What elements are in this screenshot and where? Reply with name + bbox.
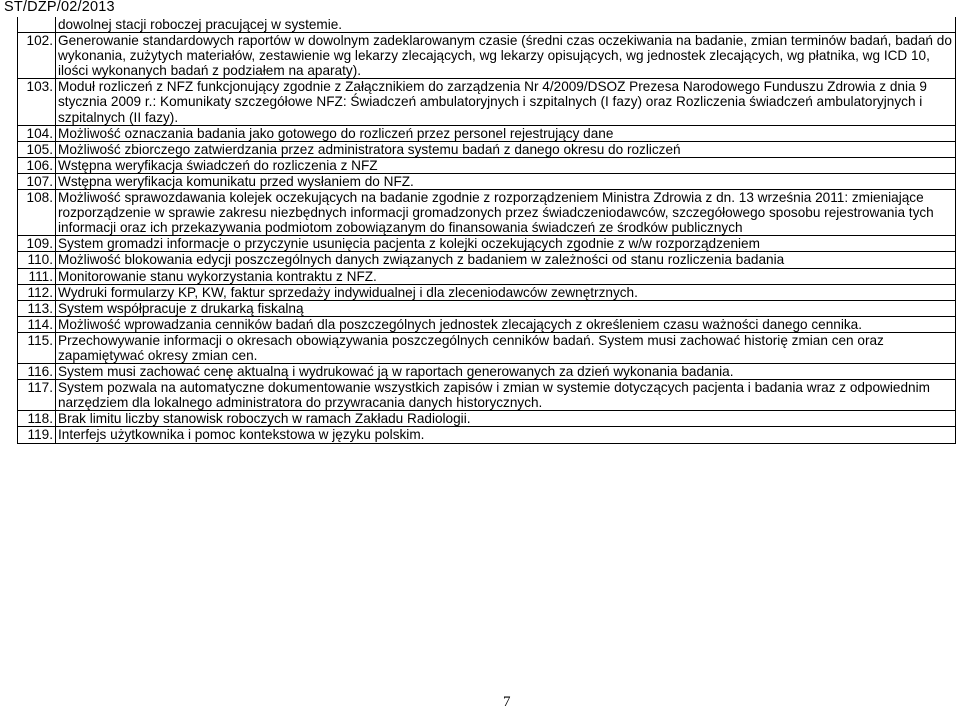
table-row [18, 411, 956, 427]
table-row [18, 300, 956, 316]
table-row [18, 141, 956, 157]
requirements-table-body [18, 17, 956, 443]
row-number: 110. [18, 252, 56, 268]
table-row [18, 380, 956, 411]
row-text: Przechowywanie informacji o okresach obowiązywania poszczególnych cenników badań. System musi zachować historię zmian cen oraz zapamiętywać okresy zmian cen. [56, 332, 956, 363]
row-text: dowolnej stacji roboczej pracującej w systemie. [56, 17, 956, 33]
row-text: Brak limitu liczby stanowisk roboczych w ramach Zakładu Radiologii. [56, 411, 956, 427]
row-number: 109. [18, 236, 56, 252]
row-number: 103. [18, 79, 56, 125]
row-text: Generowanie standardowych raportów w dowolnym zadeklarowanym czasie (średni czas oczekiwania na badanie, zmian terminów badań, badań do wykonania, zużytych materiałów, zestawienie wg lekarzy zlecających, wg lekarzy opisujących, wg jednostek zlecających, wg płatnika, wg ICD 10, ilości wykonanych badań z podziałem na aparaty). [56, 33, 956, 79]
table-row [18, 79, 956, 125]
table-row [18, 332, 956, 363]
row-number [18, 17, 56, 33]
table-row [18, 157, 956, 173]
table-row [18, 427, 956, 443]
table-row [18, 252, 956, 268]
row-text: Możliwość sprawozdawania kolejek oczekujących na badanie zgodnie z rozporządzeniem Ministra Zdrowia z dn. 13 września 2011: zmieniające rozporządzenie w sprawie zakresu niezbędnych informacji gromadzonych przez świadczeniodawców, szczegółowego sposobu rejestrowania tych informacji oraz ich przekazywania podmiotom zobowiązanym do finansowania świadczeń ze środków publicznych [56, 190, 956, 236]
document-id: ST/DZP/02/2013 [4, 0, 115, 15]
row-text: Moduł rozliczeń z NFZ funkcjonujący zgodnie z Załącznikiem do zarządzenia Nr 4/2009/DSOZ Prezesa Narodowego Funduszu Zdrowia z dnia 9 stycznia 2009 r.: Komunikaty szczegółowe NFZ: Świadczeń ambulatoryjnych i szpitalnych (I fazy) oraz Rozliczenia świadczeń ambulatoryjnych i szpitalnych (II fazy). [56, 79, 956, 125]
row-text: Możliwość oznaczania badania jako gotowego do rozliczeń przez personel rejestrujący dane [56, 125, 956, 141]
row-text: Monitorowanie stanu wykorzystania kontraktu z NFZ. [56, 268, 956, 284]
row-number: 114. [18, 316, 56, 332]
table-row [18, 33, 956, 79]
row-text: Wstępna weryfikacja świadczeń do rozliczenia z NFZ [56, 157, 956, 173]
row-number: 116. [18, 364, 56, 380]
requirements-table [17, 17, 956, 444]
table-row [18, 17, 956, 33]
row-text: Możliwość blokowania edycji poszczególnych danych związanych z badaniem w zależności od stanu rozliczenia badania [56, 252, 956, 268]
row-number: 107. [18, 173, 56, 189]
row-number: 112. [18, 284, 56, 300]
row-text: System współpracuje z drukarką fiskalną [56, 300, 956, 316]
row-text: Wstępna weryfikacja komunikatu przed wysłaniem do NFZ. [56, 173, 956, 189]
row-number: 111. [18, 268, 56, 284]
row-text: Wydruki formularzy KP, KW, faktur sprzedaży indywidualnej i dla zleceniodawców zewnętrznych. [56, 284, 956, 300]
row-number: 117. [18, 380, 56, 411]
table-row [18, 190, 956, 236]
row-number: 115. [18, 332, 56, 363]
row-number: 104. [18, 125, 56, 141]
table-row [18, 125, 956, 141]
page-number: 7 [503, 694, 511, 710]
row-number: 102. [18, 33, 56, 79]
row-text: System gromadzi informacje o przyczynie usunięcia pacjenta z kolejki oczekujących zgodnie z w/w rozporządzeniem [56, 236, 956, 252]
row-text: System musi zachować cenę aktualną i wydrukować ją w raportach generowanych za dzień wykonania badania. [56, 364, 956, 380]
row-text: Interfejs użytkownika i pomoc kontekstowa w języku polskim. [56, 427, 956, 443]
table-row [18, 284, 956, 300]
row-number: 105. [18, 141, 56, 157]
table-row [18, 236, 956, 252]
row-text: System pozwala na automatyczne dokumentowanie wszystkich zapisów i zmian w systemie dotyczących pacjenta i badania wraz z odpowiednim narzędziem dla lokalnego administratora do przywracania danych historycznych. [56, 380, 956, 411]
row-number: 119. [18, 427, 56, 443]
table-row [18, 316, 956, 332]
row-text: Możliwość wprowadzania cenników badań dla poszczególnych jednostek zlecających z określeniem czasu ważności danego cennika. [56, 316, 956, 332]
row-number: 106. [18, 157, 56, 173]
row-number: 118. [18, 411, 56, 427]
table-row [18, 364, 956, 380]
row-number: 113. [18, 300, 56, 316]
table-row [18, 268, 956, 284]
table-row [18, 173, 956, 189]
row-text: Możliwość zbiorczego zatwierdzania przez administratora systemu badań z danego okresu do rozliczeń [56, 141, 956, 157]
row-number: 108. [18, 190, 56, 236]
